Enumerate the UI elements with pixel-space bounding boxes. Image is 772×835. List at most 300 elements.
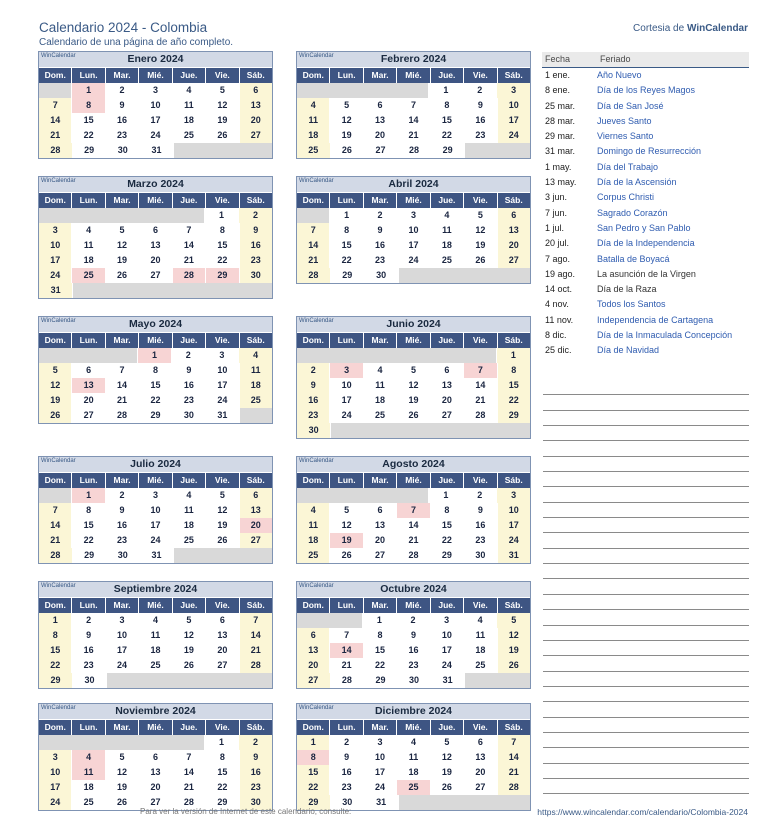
day-cell[interactable]: 18 <box>364 393 397 408</box>
day-cell[interactable]: 29 <box>297 795 331 810</box>
day-cell[interactable]: 18 <box>431 238 464 253</box>
day-cell[interactable]: 18 <box>139 643 172 658</box>
day-cell[interactable]: 14 <box>173 238 206 253</box>
day-cell[interactable]: 24 <box>39 268 72 283</box>
wincalendar-brand[interactable]: WinCalendar <box>41 178 76 184</box>
day-cell[interactable]: 4 <box>397 735 430 750</box>
day-cell[interactable]: 6 <box>498 208 530 223</box>
day-cell[interactable]: 2 <box>397 613 431 628</box>
day-cell[interactable]: 26 <box>106 795 139 810</box>
day-cell[interactable]: 13 <box>364 518 397 533</box>
day-cell[interactable]: 30 <box>240 795 272 810</box>
day-cell[interactable]: 21 <box>297 253 330 268</box>
holiday-day-cell[interactable]: 7 <box>464 363 497 378</box>
day-cell[interactable]: 7 <box>106 363 139 378</box>
day-cell[interactable]: 25 <box>173 128 206 143</box>
day-cell[interactable]: 3 <box>364 735 397 750</box>
day-cell[interactable]: 3 <box>497 488 530 503</box>
day-cell[interactable]: 23 <box>72 658 105 673</box>
day-cell[interactable]: 19 <box>106 253 139 268</box>
day-cell[interactable]: 4 <box>139 613 172 628</box>
day-cell[interactable]: 12 <box>431 750 464 765</box>
day-cell[interactable]: 11 <box>464 628 497 643</box>
day-cell[interactable]: 20 <box>240 113 272 128</box>
day-cell[interactable]: 3 <box>397 208 430 223</box>
day-cell[interactable]: 18 <box>72 780 105 795</box>
day-cell[interactable]: 14 <box>39 518 72 533</box>
wincalendar-brand[interactable]: WinCalendar <box>299 178 334 184</box>
day-cell[interactable]: 26 <box>330 548 363 563</box>
day-cell[interactable]: 30 <box>297 423 331 438</box>
day-cell[interactable]: 30 <box>398 673 432 688</box>
holiday-day-cell[interactable]: 3 <box>330 363 363 378</box>
day-cell[interactable]: 27 <box>297 673 331 688</box>
day-cell[interactable]: 1 <box>363 613 397 628</box>
day-cell[interactable]: 20 <box>297 658 330 673</box>
day-cell[interactable]: 2 <box>364 208 397 223</box>
day-cell[interactable]: 22 <box>206 780 239 795</box>
day-cell[interactable]: 5 <box>106 750 139 765</box>
day-cell[interactable]: 3 <box>39 223 72 238</box>
day-cell[interactable]: 19 <box>106 780 139 795</box>
day-cell[interactable]: 6 <box>206 613 239 628</box>
day-cell[interactable]: 12 <box>330 113 363 128</box>
day-cell[interactable]: 11 <box>173 503 206 518</box>
day-cell[interactable]: 31 <box>39 283 73 298</box>
day-cell[interactable]: 25 <box>72 795 105 810</box>
day-cell[interactable]: 8 <box>206 223 239 238</box>
holiday-day-cell[interactable]: 8 <box>297 750 330 765</box>
day-cell[interactable]: 23 <box>173 393 206 408</box>
day-cell[interactable]: 9 <box>464 98 497 113</box>
day-cell[interactable]: 11 <box>397 750 430 765</box>
day-cell[interactable]: 21 <box>240 643 272 658</box>
day-cell[interactable]: 7 <box>498 735 530 750</box>
holiday-name-link[interactable]: Batalla de Boyacá <box>597 253 670 264</box>
day-cell[interactable]: 11 <box>297 113 330 128</box>
day-cell[interactable]: 20 <box>498 238 530 253</box>
day-cell[interactable]: 9 <box>464 503 497 518</box>
day-cell[interactable]: 25 <box>431 253 464 268</box>
day-cell[interactable]: 26 <box>431 780 464 795</box>
holiday-day-cell[interactable]: 7 <box>397 503 430 518</box>
day-cell[interactable]: 25 <box>297 548 330 563</box>
day-cell[interactable]: 24 <box>498 533 530 548</box>
day-cell[interactable]: 10 <box>39 765 72 780</box>
day-cell[interactable]: 14 <box>498 750 530 765</box>
day-cell[interactable]: 27 <box>364 548 397 563</box>
holiday-name-link[interactable]: Día de la Inmaculada Concepción <box>597 330 733 341</box>
day-cell[interactable]: 12 <box>464 223 497 238</box>
day-cell[interactable]: 21 <box>173 253 206 268</box>
day-cell[interactable]: 31 <box>206 408 239 423</box>
day-cell[interactable]: 24 <box>39 795 72 810</box>
day-cell[interactable]: 15 <box>206 238 239 253</box>
day-cell[interactable]: 11 <box>72 238 105 253</box>
day-cell[interactable]: 27 <box>206 658 239 673</box>
day-cell[interactable]: 10 <box>39 238 72 253</box>
day-cell[interactable]: 22 <box>297 780 330 795</box>
day-cell[interactable]: 14 <box>240 628 272 643</box>
day-cell[interactable]: 13 <box>240 98 272 113</box>
day-cell[interactable]: 28 <box>240 658 272 673</box>
day-cell[interactable]: 26 <box>498 658 530 673</box>
day-cell[interactable]: 26 <box>206 533 239 548</box>
day-cell[interactable]: 29 <box>364 673 398 688</box>
day-cell[interactable]: 3 <box>39 750 72 765</box>
day-cell[interactable]: 23 <box>297 408 330 423</box>
day-cell[interactable]: 2 <box>239 735 272 750</box>
holiday-day-cell[interactable]: 25 <box>397 780 430 795</box>
holiday-name-link[interactable]: San Pedro y San Pablo <box>597 222 691 233</box>
day-cell[interactable]: 29 <box>206 795 239 810</box>
day-cell[interactable]: 29 <box>139 408 172 423</box>
day-cell[interactable]: 10 <box>498 98 530 113</box>
holiday-day-cell[interactable]: 11 <box>72 765 105 780</box>
day-cell[interactable]: 8 <box>39 628 72 643</box>
day-cell[interactable]: 20 <box>139 780 172 795</box>
day-cell[interactable]: 2 <box>106 83 139 98</box>
day-cell[interactable]: 20 <box>72 393 105 408</box>
day-cell[interactable]: 12 <box>397 378 430 393</box>
day-cell[interactable]: 27 <box>139 268 172 283</box>
day-cell[interactable]: 10 <box>364 750 397 765</box>
day-cell[interactable]: 15 <box>72 113 105 128</box>
day-cell[interactable]: 21 <box>397 128 430 143</box>
day-cell[interactable]: 9 <box>173 363 206 378</box>
day-cell[interactable]: 23 <box>397 658 430 673</box>
day-cell[interactable]: 19 <box>397 393 430 408</box>
day-cell[interactable]: 28 <box>106 408 139 423</box>
wincalendar-brand[interactable]: WinCalendar <box>299 705 334 711</box>
day-cell[interactable]: 16 <box>464 113 497 128</box>
day-cell[interactable]: 12 <box>106 765 139 780</box>
day-cell[interactable]: 26 <box>464 253 497 268</box>
holiday-name-link[interactable]: Viernes Santo <box>597 131 654 142</box>
day-cell[interactable]: 22 <box>364 658 397 673</box>
holiday-name-link[interactable]: Día de la Independencia <box>597 238 695 249</box>
day-cell[interactable]: 24 <box>498 128 530 143</box>
day-cell[interactable]: 23 <box>240 780 272 795</box>
day-cell[interactable]: 28 <box>39 548 73 563</box>
day-cell[interactable]: 10 <box>206 363 239 378</box>
day-cell[interactable]: 23 <box>364 253 397 268</box>
day-cell[interactable]: 28 <box>173 795 206 810</box>
day-cell[interactable]: 6 <box>139 223 172 238</box>
day-cell[interactable]: 17 <box>498 113 530 128</box>
day-cell[interactable]: 5 <box>206 83 239 98</box>
day-cell[interactable]: 19 <box>39 393 72 408</box>
day-cell[interactable]: 1 <box>429 488 463 503</box>
day-cell[interactable]: 28 <box>39 143 73 158</box>
day-cell[interactable]: 9 <box>240 223 272 238</box>
day-cell[interactable]: 12 <box>39 378 72 393</box>
day-cell[interactable]: 23 <box>464 128 497 143</box>
day-cell[interactable]: 30 <box>464 548 497 563</box>
day-cell[interactable]: 9 <box>106 98 139 113</box>
day-cell[interactable]: 2 <box>106 488 139 503</box>
wincalendar-brand[interactable]: WinCalendar <box>299 53 334 59</box>
day-cell[interactable]: 6 <box>364 503 397 518</box>
day-cell[interactable]: 9 <box>106 503 139 518</box>
day-cell[interactable]: 14 <box>397 518 430 533</box>
day-cell[interactable]: 11 <box>139 628 172 643</box>
day-cell[interactable]: 2 <box>463 83 497 98</box>
day-cell[interactable]: 8 <box>139 363 172 378</box>
wincalendar-brand[interactable]: WinCalendar <box>299 583 334 589</box>
day-cell[interactable]: 4 <box>297 98 330 113</box>
day-cell[interactable]: 3 <box>106 613 139 628</box>
day-cell[interactable]: 30 <box>73 673 107 688</box>
day-cell[interactable]: 28 <box>297 268 331 283</box>
day-cell[interactable]: 18 <box>173 113 206 128</box>
day-cell[interactable]: 25 <box>364 408 397 423</box>
day-cell[interactable]: 29 <box>39 673 73 688</box>
day-cell[interactable]: 5 <box>497 613 530 628</box>
day-cell[interactable]: 14 <box>106 378 139 393</box>
day-cell[interactable]: 20 <box>364 128 397 143</box>
day-cell[interactable]: 12 <box>330 518 363 533</box>
day-cell[interactable]: 3 <box>139 488 172 503</box>
day-cell[interactable]: 30 <box>240 268 272 283</box>
day-cell[interactable]: 24 <box>330 408 363 423</box>
wincalendar-brand[interactable]: WinCalendar <box>299 458 334 464</box>
holiday-day-cell[interactable]: 14 <box>330 643 363 658</box>
holiday-name-link[interactable]: Día de San José <box>597 100 664 111</box>
day-cell[interactable]: 12 <box>106 238 139 253</box>
day-cell[interactable]: 7 <box>397 98 430 113</box>
day-cell[interactable]: 16 <box>240 765 272 780</box>
day-cell[interactable]: 26 <box>173 658 206 673</box>
day-cell[interactable]: 2 <box>239 208 272 223</box>
day-cell[interactable]: 27 <box>240 533 272 548</box>
day-cell[interactable]: 5 <box>397 363 430 378</box>
day-cell[interactable]: 19 <box>206 518 239 533</box>
day-cell[interactable]: 12 <box>498 628 530 643</box>
day-cell[interactable]: 5 <box>173 613 206 628</box>
day-cell[interactable]: 20 <box>139 253 172 268</box>
day-cell[interactable]: 15 <box>330 238 363 253</box>
day-cell[interactable]: 31 <box>365 795 399 810</box>
day-cell[interactable]: 17 <box>139 518 172 533</box>
wincalendar-brand[interactable]: WinCalendar <box>299 318 334 324</box>
day-cell[interactable]: 18 <box>297 533 330 548</box>
day-cell[interactable]: 21 <box>39 128 72 143</box>
day-cell[interactable]: 22 <box>72 128 105 143</box>
day-cell[interactable]: 24 <box>139 533 172 548</box>
day-cell[interactable]: 23 <box>240 253 272 268</box>
day-cell[interactable]: 2 <box>172 348 206 363</box>
day-cell[interactable]: 4 <box>464 613 498 628</box>
day-cell[interactable]: 15 <box>39 643 72 658</box>
day-cell[interactable]: 22 <box>139 393 172 408</box>
holiday-name-link[interactable]: Día de la Ascensión <box>597 177 677 188</box>
holiday-name-link[interactable]: Corpus Christi <box>597 192 655 203</box>
day-cell[interactable]: 29 <box>498 408 530 423</box>
holiday-day-cell[interactable]: 20 <box>240 518 272 533</box>
day-cell[interactable]: 23 <box>464 533 497 548</box>
day-cell[interactable]: 20 <box>206 643 239 658</box>
day-cell[interactable]: 24 <box>206 393 239 408</box>
holiday-day-cell[interactable]: 29 <box>206 268 239 283</box>
holiday-day-cell[interactable]: 1 <box>72 83 105 98</box>
day-cell[interactable]: 10 <box>330 378 363 393</box>
day-cell[interactable]: 22 <box>431 128 464 143</box>
day-cell[interactable]: 16 <box>330 765 363 780</box>
wincalendar-brand[interactable]: WinCalendar <box>41 583 76 589</box>
day-cell[interactable]: 14 <box>173 765 206 780</box>
day-cell[interactable]: 27 <box>139 795 172 810</box>
day-cell[interactable]: 10 <box>498 503 530 518</box>
day-cell[interactable]: 3 <box>139 83 172 98</box>
day-cell[interactable]: 3 <box>430 613 464 628</box>
day-cell[interactable]: 9 <box>297 378 330 393</box>
day-cell[interactable]: 12 <box>206 503 239 518</box>
day-cell[interactable]: 22 <box>330 253 363 268</box>
wincalendar-brand[interactable]: WinCalendar <box>41 458 76 464</box>
day-cell[interactable]: 5 <box>464 208 497 223</box>
day-cell[interactable]: 20 <box>464 765 497 780</box>
day-cell[interactable]: 1 <box>429 83 463 98</box>
day-cell[interactable]: 13 <box>139 765 172 780</box>
day-cell[interactable]: 11 <box>364 378 397 393</box>
day-cell[interactable]: 3 <box>206 348 240 363</box>
day-cell[interactable]: 4 <box>173 83 206 98</box>
day-cell[interactable]: 1 <box>297 735 330 750</box>
day-cell[interactable]: 7 <box>39 503 72 518</box>
day-cell[interactable]: 4 <box>364 363 397 378</box>
day-cell[interactable]: 30 <box>365 268 399 283</box>
day-cell[interactable]: 7 <box>297 223 330 238</box>
holiday-name-link[interactable]: Día de Navidad <box>597 345 660 356</box>
day-cell[interactable]: 24 <box>364 780 397 795</box>
holiday-name-link[interactable]: Jueves Santo <box>597 115 652 126</box>
day-cell[interactable]: 21 <box>330 658 363 673</box>
day-cell[interactable]: 10 <box>397 223 430 238</box>
day-cell[interactable]: 22 <box>72 533 105 548</box>
day-cell[interactable]: 7 <box>173 223 206 238</box>
day-cell[interactable]: 25 <box>139 658 172 673</box>
day-cell[interactable]: 13 <box>206 628 239 643</box>
day-cell[interactable]: 2 <box>72 613 105 628</box>
day-cell[interactable]: 16 <box>173 378 206 393</box>
day-cell[interactable]: 14 <box>297 238 330 253</box>
day-cell[interactable]: 13 <box>498 223 530 238</box>
day-cell[interactable]: 3 <box>497 83 530 98</box>
day-cell[interactable]: 26 <box>331 143 365 158</box>
day-cell[interactable]: 28 <box>331 673 365 688</box>
day-cell[interactable]: 7 <box>240 613 272 628</box>
day-cell[interactable]: 23 <box>106 128 139 143</box>
day-cell[interactable]: 19 <box>330 128 363 143</box>
day-cell[interactable]: 15 <box>364 643 397 658</box>
day-cell[interactable]: 9 <box>72 628 105 643</box>
day-cell[interactable]: 15 <box>297 765 330 780</box>
day-cell[interactable]: 31 <box>431 673 465 688</box>
day-cell[interactable]: 17 <box>498 518 530 533</box>
holiday-day-cell[interactable]: 28 <box>173 268 206 283</box>
day-cell[interactable]: 19 <box>498 643 530 658</box>
day-cell[interactable]: 25 <box>173 533 206 548</box>
day-cell[interactable]: 27 <box>364 143 398 158</box>
day-cell[interactable]: 6 <box>72 363 105 378</box>
day-cell[interactable]: 1 <box>205 735 239 750</box>
day-cell[interactable]: 6 <box>464 735 497 750</box>
day-cell[interactable]: 11 <box>240 363 272 378</box>
day-cell[interactable]: 6 <box>297 628 330 643</box>
footer-url-link[interactable]: https://www.wincalendar.com/calendario/Colombia-2024 <box>537 807 748 817</box>
day-cell[interactable]: 17 <box>139 113 172 128</box>
holiday-name-link[interactable]: Día del Trabajo <box>597 161 659 172</box>
day-cell[interactable]: 17 <box>106 643 139 658</box>
day-cell[interactable]: 11 <box>173 98 206 113</box>
day-cell[interactable]: 26 <box>397 408 430 423</box>
day-cell[interactable]: 17 <box>330 393 363 408</box>
day-cell[interactable]: 6 <box>240 83 272 98</box>
day-cell[interactable]: 8 <box>206 750 239 765</box>
day-cell[interactable]: 21 <box>39 533 72 548</box>
day-cell[interactable]: 7 <box>173 750 206 765</box>
day-cell[interactable]: 23 <box>330 780 363 795</box>
day-cell[interactable]: 12 <box>173 628 206 643</box>
day-cell[interactable]: 21 <box>397 533 430 548</box>
day-cell[interactable]: 22 <box>39 658 72 673</box>
day-cell[interactable]: 17 <box>397 238 430 253</box>
day-cell[interactable]: 15 <box>139 378 172 393</box>
day-cell[interactable]: 28 <box>498 780 530 795</box>
day-cell[interactable]: 24 <box>106 658 139 673</box>
day-cell[interactable]: 29 <box>431 143 465 158</box>
day-cell[interactable]: 21 <box>464 393 497 408</box>
day-cell[interactable]: 2 <box>463 488 497 503</box>
day-cell[interactable]: 19 <box>464 238 497 253</box>
day-cell[interactable]: 5 <box>106 223 139 238</box>
day-cell[interactable]: 13 <box>464 750 497 765</box>
day-cell[interactable]: 22 <box>498 393 530 408</box>
holiday-name-link[interactable]: Domingo de Resurrección <box>597 146 702 157</box>
day-cell[interactable]: 8 <box>431 503 464 518</box>
day-cell[interactable]: 26 <box>206 128 239 143</box>
day-cell[interactable]: 27 <box>72 408 105 423</box>
day-cell[interactable]: 16 <box>464 518 497 533</box>
day-cell[interactable]: 5 <box>39 363 72 378</box>
holiday-name-link[interactable]: Independencia de Cartagena <box>597 314 714 325</box>
day-cell[interactable]: 16 <box>106 113 139 128</box>
day-cell[interactable]: 10 <box>139 503 172 518</box>
day-cell[interactable]: 1 <box>330 208 363 223</box>
day-cell[interactable]: 8 <box>72 503 105 518</box>
day-cell[interactable]: 2 <box>297 363 330 378</box>
day-cell[interactable]: 16 <box>297 393 330 408</box>
holiday-day-cell[interactable]: 25 <box>72 268 105 283</box>
wincalendar-brand[interactable]: WinCalendar <box>41 705 76 711</box>
holiday-name-link[interactable]: Sagrado Corazón <box>597 207 668 218</box>
day-cell[interactable]: 10 <box>106 628 139 643</box>
day-cell[interactable]: 25 <box>464 658 497 673</box>
courtesy-brand-link[interactable]: WinCalendar <box>686 23 748 34</box>
day-cell[interactable]: 13 <box>364 113 397 128</box>
day-cell[interactable]: 16 <box>364 238 397 253</box>
day-cell[interactable]: 30 <box>331 795 365 810</box>
day-cell[interactable]: 27 <box>431 408 464 423</box>
day-cell[interactable]: 6 <box>240 488 272 503</box>
day-cell[interactable]: 13 <box>240 503 272 518</box>
day-cell[interactable]: 18 <box>173 518 206 533</box>
day-cell[interactable]: 30 <box>106 143 140 158</box>
day-cell[interactable]: 5 <box>206 488 239 503</box>
day-cell[interactable]: 15 <box>431 113 464 128</box>
day-cell[interactable]: 14 <box>464 378 497 393</box>
